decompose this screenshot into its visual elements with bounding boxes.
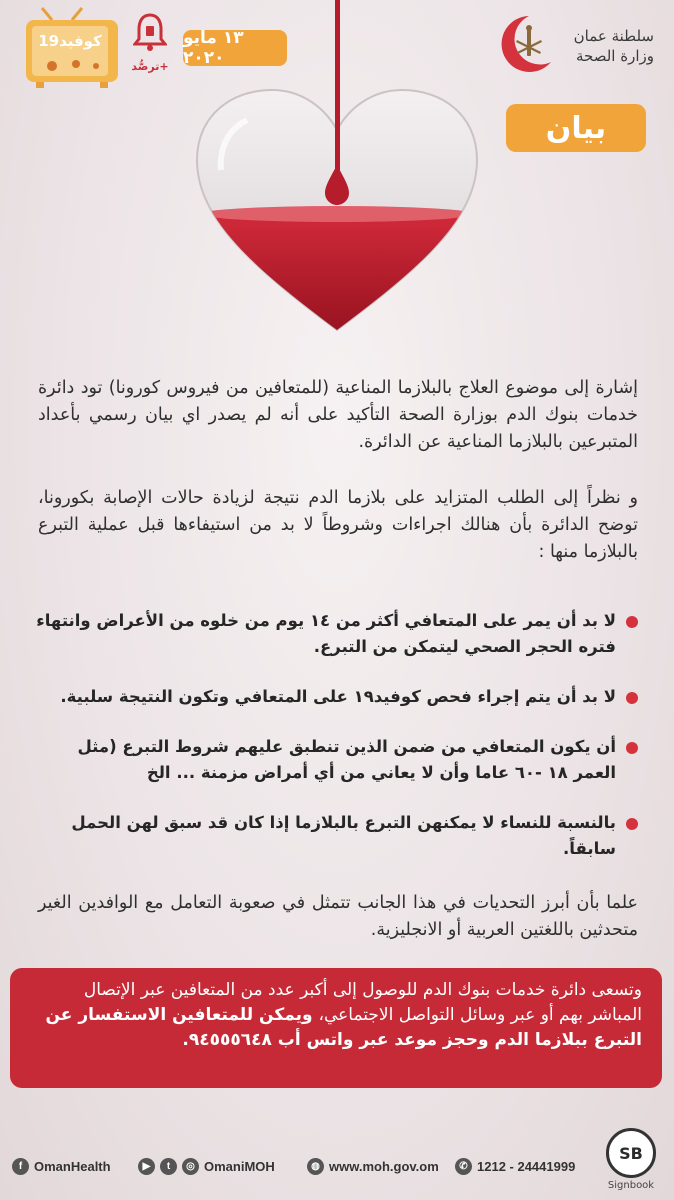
list-item-text: أن يكون المتعافي من ضمن الذين تنطبق عليهم شروط التبرع (مثل العمر ١٨ -٦٠ عاما وأن لا يعاني من أي أمراض مزمنة ... الخ [77, 737, 616, 782]
requirements-list [30, 608, 642, 886]
ministry-name [558, 26, 654, 66]
list-item [30, 684, 642, 710]
ministry-line-2: وزارة الصحة [576, 47, 654, 65]
tv-label: كوفيد19 [38, 32, 102, 50]
tarassud-bell [128, 12, 172, 86]
bell-icon [133, 12, 167, 54]
signbook-icon: SB [606, 1128, 656, 1178]
facebook-handle: OmanHealth [34, 1159, 111, 1174]
list-item [30, 608, 642, 660]
instagram-icon: ◎ [182, 1158, 199, 1175]
youtube-icon: ▶ [138, 1158, 155, 1175]
ministry-logo [504, 12, 654, 82]
signbook-label: Signbook [607, 1180, 655, 1191]
footer-facebook[interactable] [12, 1158, 111, 1175]
social-handle: OmaniMOH [204, 1159, 275, 1174]
intro-paragraph: إشارة إلى موضوع العلاج بالبلازما المناعية (للمتعافين من فيروس كورونا) تود دائرة خدمات بنوك الدم بوزارة الصحة التأكيد على أنه لم يصدر اي بيان رسمي بأعداد المتبرعين بالبلازما المناعية عن الدائرة. [38, 378, 638, 452]
contact-callout [10, 968, 662, 1088]
blood-heart-illustration [187, 0, 487, 340]
list-item-text: بالنسبة للنساء لا يمكنهن التبرع بالبلازما إذا كان قد سبق لهن الحمل سابقاً. [71, 813, 616, 858]
bullet-dot-icon [626, 692, 638, 704]
covid-tv-badge [22, 6, 122, 90]
twitter-icon: t [160, 1158, 177, 1175]
globe-icon: ◍ [307, 1158, 324, 1175]
requirements-intro: و نظراً إلى الطلب المتزايد على بلازما الدم نتيجة لزيادة حالات الإصابة بكورونا، توضح الدائرة بأن هنالك اجراءات وشروطاً لا بد من استيفاءها قبل عملية التبرع بالبلازما منها : [38, 488, 638, 562]
list-item [30, 734, 642, 786]
phone-icon: ✆ [455, 1158, 472, 1175]
footer-bar [0, 1150, 674, 1184]
bell-label: ترصُّد+ [131, 60, 169, 73]
facebook-icon: f [12, 1158, 29, 1175]
signbook-logo [602, 1128, 660, 1198]
ministry-line-1: سلطنة عمان [573, 27, 654, 45]
bullet-dot-icon [626, 818, 638, 830]
website-url: www.moh.gov.om [329, 1159, 439, 1174]
list-item-text: لا بد أن يمر على المتعافي أكثر من ١٤ يوم من خلوه من الأعراض وانتهاء فتره الحجر الصحي ليتمكن من التبرع. [36, 611, 616, 656]
footer-website[interactable] [307, 1158, 439, 1175]
footer-social[interactable] [138, 1158, 275, 1175]
date-badge: ١٣ مايو ٢٠٢٠ [183, 30, 287, 66]
phone-number: 1212 - 24441999 [477, 1159, 576, 1174]
contact-text-bold: ويمكن للمتعافين الاستفسار عن التبرع ببلازما الدم وحجز موعد عبر واتس أب ٩٤٥٥٥٦٤٨. [45, 1005, 642, 1050]
contact-text-normal: وتسعى دائرة خدمات بنوك الدم للوصول إلى أكبر عدد من المتعافين عبر الإتصال المباشر بهم أو عبر وسائل التواصل الاجتماعي، [83, 980, 642, 1025]
list-item [30, 810, 642, 862]
page-title: بيان [506, 104, 646, 152]
footer-phone[interactable] [455, 1158, 575, 1175]
ministry-emblem-icon [499, 12, 559, 76]
contact-text [28, 978, 642, 1053]
bullet-dot-icon [626, 616, 638, 628]
challenges-paragraph: علما بأن أبرز التحديات في هذا الجانب تتمثل في صعوبة التعامل مع الوافدين الغير متحدثين باللغتين العربية أو الانجليزية. [38, 893, 638, 940]
list-item-text: لا بد أن يتم إجراء فحص كوفيد١٩ على المتعافي وتكون النتيجة سلبية. [60, 687, 616, 706]
bullet-dot-icon [626, 742, 638, 754]
